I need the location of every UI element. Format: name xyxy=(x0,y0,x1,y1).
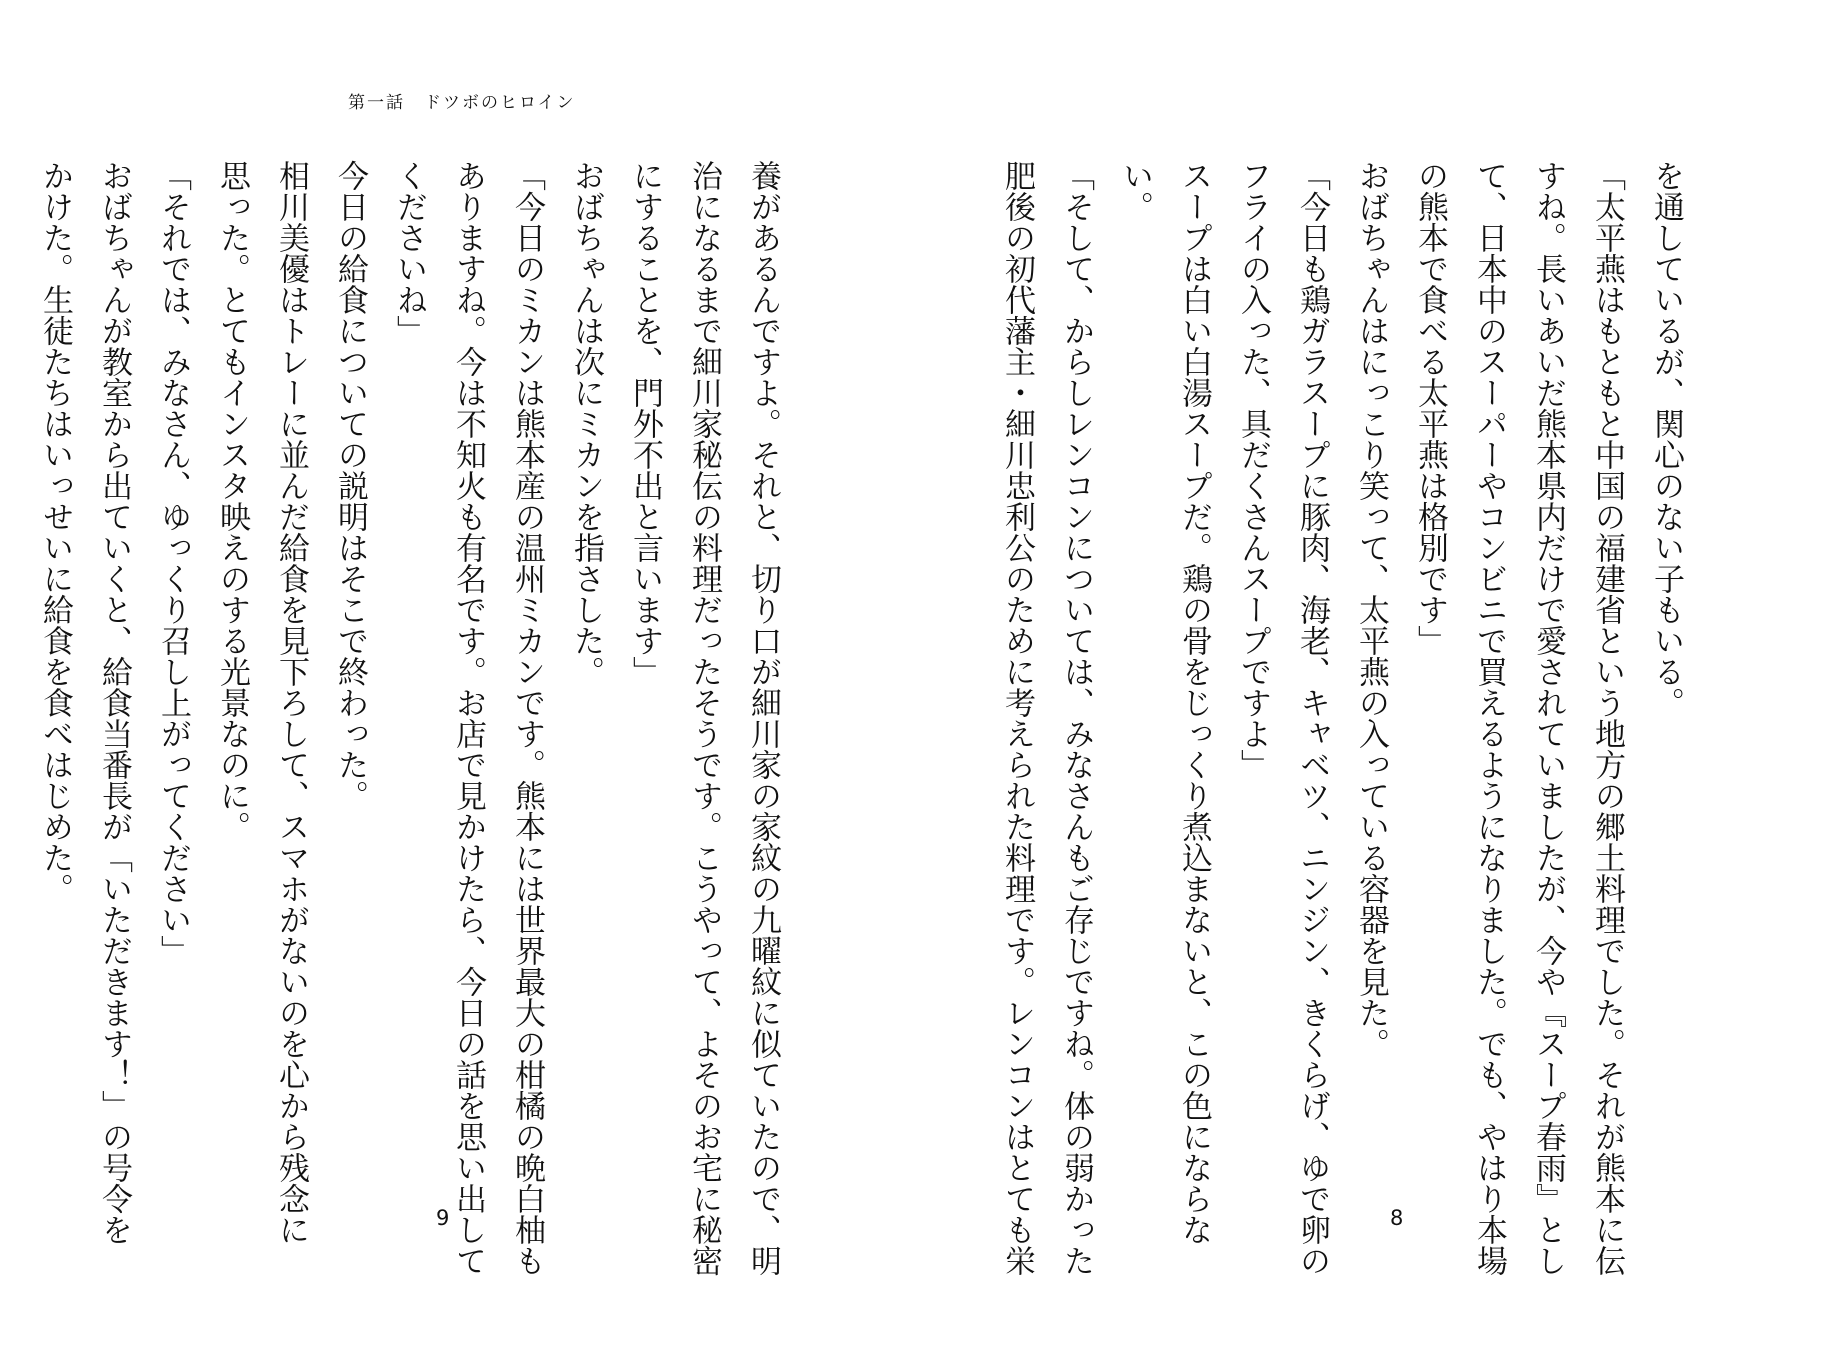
text-line: 「今日のミカンは熊本産の温州ミカンです。熊本には世界最大の柑橘の晩白柚も xyxy=(509,160,545,1276)
text-line: て、日本中のスーパーやコンビニで買えるようになりました。でも、やはり本場 xyxy=(1471,160,1507,1276)
text-line: くださいね」 xyxy=(391,160,427,346)
text-line: 治になるまで細川家秘伝の料理だったそうです。こうやって、よそのお宅に秘密 xyxy=(686,160,722,1276)
text-line: 肥後の初代藩主・細川忠利公のために考えられた料理です。レンコンはとても栄 xyxy=(999,160,1035,1276)
page-number-right: 8 xyxy=(1390,1206,1404,1230)
text-line: い。 xyxy=(1117,160,1153,222)
text-line: おばちゃんが教室から出ていくと、給食当番長が「いただきます！」の号令を xyxy=(96,160,132,1245)
text-line: 養があるんですよ。それと、切り口が細川家の家紋の九曜紋に似ていたので、明 xyxy=(745,160,781,1276)
page-number-left: 9 xyxy=(436,1206,450,1230)
text-line: 今日の給食についての説明はそこで終わった。 xyxy=(332,160,368,811)
text-line: 「今日も鶏ガラスープに豚肉、海老、キャベツ、ニンジン、きくらげ、ゆで卵の xyxy=(1294,160,1330,1276)
text-line: すね。長いあいだ熊本県内だけで愛されていましたが、今や『スープ春雨』とし xyxy=(1530,160,1566,1276)
text-line: 「それでは、みなさん、ゆっくり召し上がってください」 xyxy=(155,160,191,966)
text-line: かけた。生徒たちはいっせいに給食を食べはじめた。 xyxy=(37,160,73,904)
text-line: の熊本で食べる太平燕は格別です」 xyxy=(1412,160,1448,656)
left-page-text xyxy=(37,160,792,1276)
text-line: 相川美優はトレーに並んだ給食を見下ろして、スマホがないのを心から残念に xyxy=(273,160,309,1245)
text-line: スープは白い白湯スープだ。鶏の骨をじっくり煮込まないと、この色にならな xyxy=(1176,160,1212,1245)
text-line: ありますね。今は不知火も有名です。お店で見かけたら、今日の話を思い出して xyxy=(450,160,486,1276)
text-line: 「そして、からしレンコンについては、みなさんもご存じですね。体の弱かった xyxy=(1058,160,1094,1276)
text-line: おばちゃんはにっこり笑って、太平燕の入っている容器を見た。 xyxy=(1353,160,1389,1059)
text-line: を通しているが、関心のない子もいる。 xyxy=(1648,160,1684,718)
right-page-text xyxy=(999,160,1695,1276)
text-line: フライの入った、具だくさんスープですよ」 xyxy=(1235,160,1271,780)
running-head: 第一話 ドツボのヒロイン xyxy=(348,93,576,113)
text-line: おばちゃんは次にミカンを指さした。 xyxy=(568,160,604,687)
text-line: 「太平燕はもともと中国の福建省という地方の郷土料理でした。それが熊本に伝 xyxy=(1589,160,1625,1276)
text-line: 思った。とてもインスタ映えのする光景なのに。 xyxy=(214,160,250,842)
text-line: にすることを、門外不出と言います」 xyxy=(627,160,663,687)
